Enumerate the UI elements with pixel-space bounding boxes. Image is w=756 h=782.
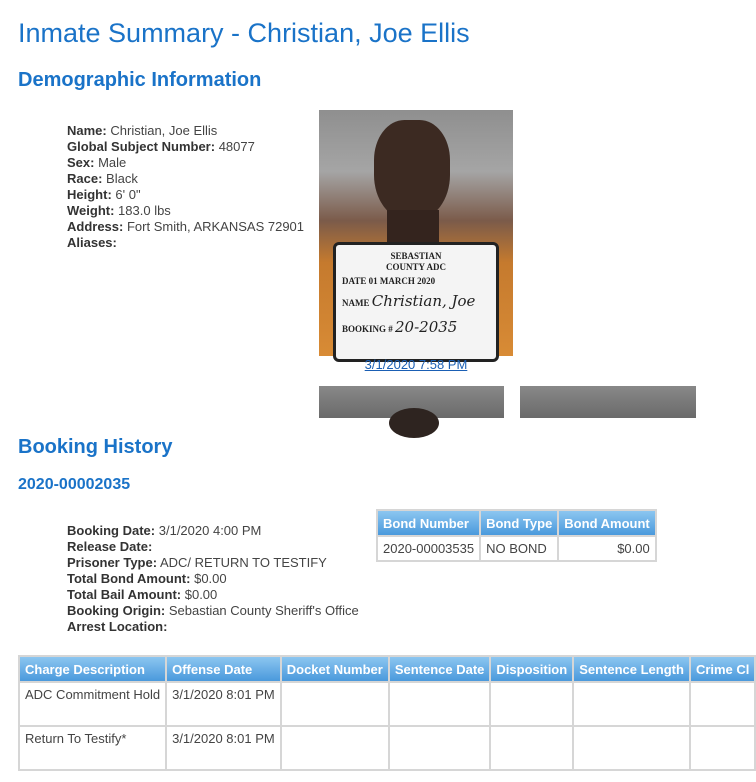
disposition-cell bbox=[490, 682, 573, 726]
offense-date-cell: 3/1/2020 8:01 PM bbox=[166, 726, 281, 770]
booking-origin-value: Sebastian County Sheriff's Office bbox=[168, 603, 359, 618]
total-bail-row bbox=[67, 587, 359, 603]
demographic-info bbox=[67, 123, 304, 251]
thumbnail-head bbox=[389, 408, 439, 438]
thumbnail-photo-1[interactable] bbox=[319, 386, 504, 418]
demographic-heading: Demographic Information bbox=[18, 69, 262, 91]
height-value: 6' 0" bbox=[115, 187, 141, 202]
prisoner-type-label: Prisoner Type: bbox=[67, 555, 158, 570]
placard-line1: SEBASTIAN bbox=[390, 251, 442, 261]
charge-description-cell: ADC Commitment Hold bbox=[19, 682, 166, 726]
prisoner-type-row bbox=[67, 555, 359, 571]
booking-date-label: Booking Date: bbox=[67, 523, 156, 538]
booking-history-heading: Booking History bbox=[18, 436, 173, 458]
bond-amount-header: Bond Amount bbox=[558, 510, 655, 536]
bond-header-row bbox=[377, 510, 656, 536]
charges-table bbox=[18, 655, 756, 771]
booking-origin-label: Booking Origin: bbox=[67, 603, 166, 618]
placard-booking-row bbox=[336, 318, 496, 336]
placard-name-value: Christian, Joe bbox=[371, 292, 476, 310]
docket-number-header: Docket Number bbox=[281, 656, 389, 682]
photo-date-link[interactable]: 3/1/2020 7:58 PM bbox=[364, 357, 468, 372]
sentence-length-cell bbox=[573, 726, 690, 770]
race-value: Black bbox=[106, 171, 138, 186]
prisoner-type-value: ADC/ RETURN TO TESTIFY bbox=[159, 555, 327, 570]
booking-id: 2020-00002035 bbox=[18, 476, 131, 493]
booking-origin-row bbox=[67, 603, 359, 619]
bond-amount-cell: $0.00 bbox=[558, 536, 655, 561]
bond-type-cell: NO BOND bbox=[480, 536, 558, 561]
bond-number-header: Bond Number bbox=[377, 510, 480, 536]
gsn-label: Global Subject Number: bbox=[67, 139, 216, 154]
address-value: Fort Smith, ARKANSAS 72901 bbox=[126, 219, 305, 234]
table-row bbox=[377, 536, 656, 561]
sex-row bbox=[67, 155, 304, 171]
disposition-header: Disposition bbox=[490, 656, 573, 682]
address-label: Address: bbox=[67, 219, 124, 234]
total-bond-label: Total Bond Amount: bbox=[67, 571, 191, 586]
arrest-location-label: Arrest Location: bbox=[67, 619, 168, 634]
name-value: Christian, Joe Ellis bbox=[110, 123, 218, 138]
placard-booking-label: BOOKING # bbox=[342, 324, 393, 334]
total-bond-row bbox=[67, 571, 359, 587]
gsn-value: 48077 bbox=[218, 139, 255, 154]
charge-description-cell: Return To Testify* bbox=[19, 726, 166, 770]
bond-number-cell: 2020-00003535 bbox=[377, 536, 480, 561]
bond-type-header: Bond Type bbox=[480, 510, 558, 536]
charge-description-header: Charge Description bbox=[19, 656, 166, 682]
sentence-length-cell bbox=[573, 682, 690, 726]
sentence-date-cell bbox=[389, 726, 491, 770]
arrest-location-row bbox=[67, 619, 359, 635]
name-row bbox=[67, 123, 304, 139]
offense-date-cell: 3/1/2020 8:01 PM bbox=[166, 682, 281, 726]
release-date-row bbox=[67, 539, 359, 555]
page-title: Inmate Summary - Christian, Joe Ellis bbox=[18, 18, 470, 48]
mugshot-photo[interactable] bbox=[319, 110, 513, 356]
placard-date-value: 01 MARCH 2020 bbox=[368, 276, 436, 286]
disposition-cell bbox=[490, 726, 573, 770]
weight-row bbox=[67, 203, 304, 219]
height-row bbox=[67, 187, 304, 203]
placard-name-row bbox=[336, 292, 496, 310]
offense-date-header: Offense Date bbox=[166, 656, 281, 682]
address-row bbox=[67, 219, 304, 235]
total-bail-label: Total Bail Amount: bbox=[67, 587, 182, 602]
booking-date-row bbox=[67, 523, 359, 539]
placard-name-label: NAME bbox=[342, 298, 370, 308]
crime-class-cell bbox=[690, 726, 755, 770]
race-label: Race: bbox=[67, 171, 103, 186]
table-row bbox=[19, 726, 755, 770]
release-date-label: Release Date: bbox=[67, 539, 153, 554]
race-row bbox=[67, 171, 304, 187]
thumbnail-photo-2[interactable] bbox=[520, 386, 696, 418]
mugshot-head bbox=[374, 120, 450, 220]
placard-date-label: DATE bbox=[342, 276, 367, 286]
docket-number-cell bbox=[281, 682, 389, 726]
bond-table bbox=[376, 509, 657, 562]
placard-date-row bbox=[336, 275, 496, 287]
booking-date-value: 3/1/2020 4:00 PM bbox=[158, 523, 262, 538]
booking-info bbox=[67, 523, 359, 635]
total-bond-value: $0.00 bbox=[194, 571, 227, 586]
sex-label: Sex: bbox=[67, 155, 95, 170]
sentence-date-cell bbox=[389, 682, 491, 726]
aliases-label: Aliases: bbox=[67, 235, 117, 250]
placard-booking-value: 20-2035 bbox=[395, 318, 458, 336]
name-label: Name: bbox=[67, 123, 107, 138]
docket-number-cell bbox=[281, 726, 389, 770]
sentence-date-header: Sentence Date bbox=[389, 656, 491, 682]
crime-class-cell bbox=[690, 682, 755, 726]
weight-label: Weight: bbox=[67, 203, 115, 218]
charges-header-row bbox=[19, 656, 755, 682]
aliases-row bbox=[67, 235, 304, 251]
sentence-length-header: Sentence Length bbox=[573, 656, 690, 682]
crime-class-header: Crime Cl bbox=[690, 656, 755, 682]
sex-value: Male bbox=[98, 155, 127, 170]
weight-value: 183.0 lbs bbox=[118, 203, 171, 218]
height-label: Height: bbox=[67, 187, 112, 202]
booking-placard bbox=[333, 242, 499, 362]
gsn-row bbox=[67, 139, 304, 155]
table-row bbox=[19, 682, 755, 726]
total-bail-value: $0.00 bbox=[184, 587, 218, 602]
placard-line2: COUNTY ADC bbox=[386, 262, 446, 272]
